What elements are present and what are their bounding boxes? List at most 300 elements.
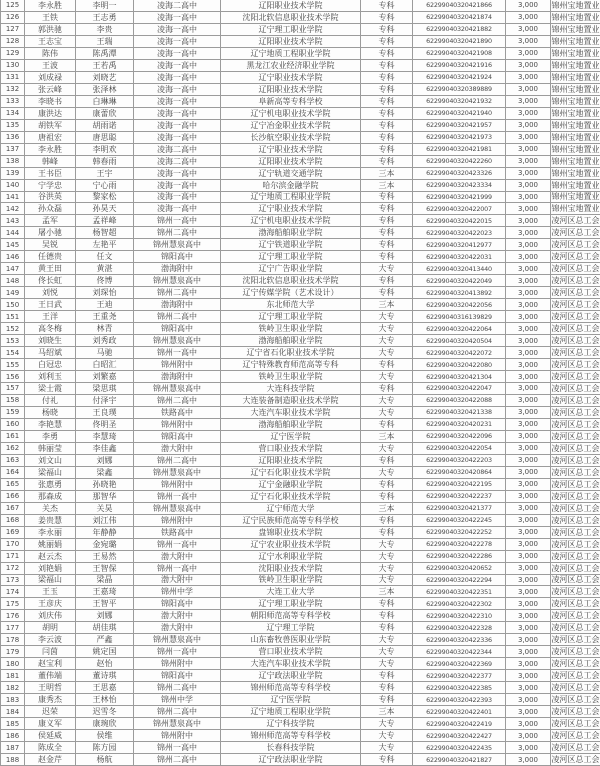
table-row <box>0 407 600 419</box>
row-number: 169 <box>1 527 25 539</box>
applicant-name: 姜贵慧 <box>25 515 76 527</box>
student-name: 陈禹潭 <box>76 48 134 60</box>
row-number: 171 <box>1 551 25 563</box>
sponsor-organization: 锦州宝地置业 <box>551 84 600 94</box>
row-number: 185 <box>1 718 25 730</box>
row-number: 143 <box>1 215 25 227</box>
account-number: 62299040320422369 <box>413 658 506 670</box>
student-name: 金宛璐 <box>76 539 134 551</box>
high-school: 锦阳高中 <box>134 323 221 335</box>
high-school: 凌海一高中 <box>134 72 221 84</box>
table-row <box>0 515 600 527</box>
account-number: 62299040320421957 <box>413 120 506 132</box>
table-row <box>0 36 600 48</box>
table-row <box>0 383 600 395</box>
student-name: 王智平 <box>76 598 134 610</box>
student-name: 孙昊天 <box>76 203 134 215</box>
high-school: 凌海一高中 <box>134 203 221 215</box>
student-name: 陈方园 <box>76 742 134 754</box>
table-row <box>0 694 600 706</box>
row-number: 179 <box>1 646 25 658</box>
row-number: 127 <box>1 24 25 36</box>
education-level: 专科 <box>361 610 413 622</box>
sponsor-organization: 锦州宝地置业 <box>551 12 600 22</box>
applicant-name: 李云波 <box>25 634 76 646</box>
table-row <box>0 84 600 96</box>
row-number: 150 <box>1 299 25 311</box>
college-name: 山东畜牧兽医职业学院 <box>221 634 361 646</box>
college-name: 辽宁医学院 <box>221 431 361 443</box>
education-level: 专科 <box>361 694 413 706</box>
high-school: 凌海一高中 <box>134 132 221 144</box>
table-row <box>0 682 600 694</box>
sponsor-organization: 凌河区总工会 <box>551 216 600 226</box>
amount: 3,000 <box>506 682 551 694</box>
student-name: 刘繁嘉 <box>76 371 134 383</box>
education-level: 专科 <box>361 515 413 527</box>
row-number: 153 <box>1 335 25 347</box>
account-number: 62299040316139829 <box>413 311 506 323</box>
applicant-name: 屠小驰 <box>25 227 76 239</box>
student-name: 王思嘉 <box>76 682 134 694</box>
high-school: 渤海附中 <box>134 263 221 275</box>
amount: 3,000 <box>506 371 551 383</box>
high-school: 锦阳高中 <box>134 670 221 682</box>
sponsor-organization: 凌河区总工会 <box>551 743 600 753</box>
account-number: 62299040320422294 <box>413 575 506 587</box>
education-level: 三本 <box>361 168 413 180</box>
amount: 3,000 <box>506 168 551 180</box>
row-number: 170 <box>1 539 25 551</box>
sponsor-organization: 凌河区总工会 <box>551 264 600 274</box>
table-row <box>0 395 600 407</box>
account-number: 62299040320421874 <box>413 12 506 24</box>
amount: 3,000 <box>506 730 551 742</box>
student-name: 李慧琦 <box>76 431 134 443</box>
table-row <box>0 670 600 682</box>
table-row <box>0 239 600 251</box>
sponsor-organization: 凌河区总工会 <box>551 635 600 645</box>
row-number: 130 <box>1 60 25 72</box>
applicant-name: 唐祖宏 <box>25 132 76 144</box>
education-level: 三本 <box>361 299 413 311</box>
student-name: 梁鑫 <box>76 467 134 479</box>
row-number: 175 <box>1 598 25 610</box>
student-name: 白昭汇 <box>76 359 134 371</box>
applicant-name: 胡铁军 <box>25 120 76 132</box>
high-school: 锦阳高中 <box>134 598 221 610</box>
applicant-name: 迟荣 <box>25 706 76 718</box>
college-name: 辽宁地质工程职业学院 <box>221 706 361 718</box>
applicant-name: 姚丽娟 <box>25 539 76 551</box>
student-name: 迟雪冬 <box>76 706 134 718</box>
high-school: 凌海一高中 <box>134 24 221 36</box>
college-name: 大连装备制造职业技术学院 <box>221 395 361 407</box>
table-row <box>0 730 600 742</box>
account-number: 62299040320422278 <box>413 539 506 551</box>
row-number: 168 <box>1 515 25 527</box>
table-row <box>0 658 600 670</box>
college-name: 辽宁民族师范高等专科学校 <box>221 515 361 527</box>
amount: 3,000 <box>506 156 551 168</box>
applicant-name: 关杰 <box>25 503 76 515</box>
college-name: 辽宁地质工程职业学院 <box>221 48 361 60</box>
college-name: 东北师范大学 <box>221 299 361 311</box>
row-number: 181 <box>1 670 25 682</box>
sponsor-organization: 锦州宝地置业 <box>551 204 600 214</box>
table-row <box>0 215 600 227</box>
high-school: 凌海一高中 <box>134 84 221 96</box>
high-school: 锦州一高中 <box>134 563 221 575</box>
college-name: 辽阳职业技术学院 <box>221 84 361 96</box>
sponsor-organization: 凌河区总工会 <box>551 623 600 633</box>
applicant-name: 刘艳娟 <box>25 563 76 575</box>
amount: 3,000 <box>506 658 551 670</box>
student-name: 张泽林 <box>76 84 134 96</box>
education-level: 专科 <box>361 275 413 287</box>
college-name: 盘锦职业技术学院 <box>221 527 361 539</box>
education-level: 大专 <box>361 742 413 754</box>
account-number: 62299040320422195 <box>413 479 506 491</box>
account-number: 62299040320421940 <box>413 108 506 120</box>
education-level: 大专 <box>361 658 413 670</box>
row-number: 162 <box>1 443 25 455</box>
sponsor-organization: 锦州宝地置业 <box>551 36 600 46</box>
student-name: 王瑞 <box>76 36 134 48</box>
account-number: 62299040320421827 <box>413 754 506 766</box>
applicant-name: 李永胜 <box>25 144 76 156</box>
table-row <box>0 323 600 335</box>
high-school: 锦州附中 <box>134 658 221 670</box>
high-school: 铁路高中 <box>134 407 221 419</box>
table-row <box>0 168 600 180</box>
college-name: 大连汽车职业技术学院 <box>221 407 361 419</box>
college-name: 辽宁轨道交通学院 <box>221 168 361 180</box>
applicant-name: 任德贵 <box>25 251 76 263</box>
row-number: 176 <box>1 610 25 622</box>
amount: 3,000 <box>506 347 551 359</box>
education-level: 大专 <box>361 718 413 730</box>
table-row <box>0 706 600 718</box>
college-name: 辽宁政法职业学院 <box>221 754 361 766</box>
applicant-name: 刘利玉 <box>25 371 76 383</box>
high-school: 凌海一高中 <box>134 168 221 180</box>
table-row <box>0 539 600 551</box>
sponsor-organization: 凌河区总工会 <box>551 372 600 382</box>
high-school: 凌海一高中 <box>134 180 221 192</box>
amount: 3,000 <box>506 670 551 682</box>
education-level: 专科 <box>361 383 413 395</box>
table-row <box>0 48 600 60</box>
sponsor-organization: 凌河区总工会 <box>551 288 600 298</box>
applicant-name: 王明哲 <box>25 682 76 694</box>
college-name: 辽宁铁道职业学院 <box>221 239 361 251</box>
high-school: 锦州慧泉高中 <box>134 383 221 395</box>
high-school: 锦州一高中 <box>134 539 221 551</box>
account-number: 62299040320420504 <box>413 335 506 347</box>
table-row <box>0 0 600 12</box>
row-number: 148 <box>1 275 25 287</box>
college-name: 辽宁机电职业技术学院 <box>221 215 361 227</box>
education-level: 大专 <box>361 323 413 335</box>
education-level: 专科 <box>361 598 413 610</box>
sponsor-organization: 凌河区总工会 <box>551 683 600 693</box>
college-name: 辽宁理工学院 <box>221 622 361 634</box>
applicant-name: 王玉 <box>25 586 76 598</box>
student-name: 李佳鑫 <box>76 443 134 455</box>
education-level: 专科 <box>361 60 413 72</box>
table-row <box>0 120 600 132</box>
amount: 3,000 <box>506 383 551 395</box>
table-row <box>0 275 600 287</box>
row-number: 167 <box>1 503 25 515</box>
applicant-name: 侯延威 <box>25 730 76 742</box>
applicant-name: 刘成禄 <box>25 72 76 84</box>
high-school: 凌海一高中 <box>134 36 221 48</box>
row-number: 173 <box>1 575 25 587</box>
account-number: 62299040320422377 <box>413 670 506 682</box>
education-level: 专科 <box>361 215 413 227</box>
sponsor-organization: 凌河区总工会 <box>551 491 600 501</box>
student-name: 孙晓艳 <box>76 479 134 491</box>
education-level: 大专 <box>361 347 413 359</box>
education-level: 专科 <box>361 36 413 48</box>
applicant-name: 白冠忠 <box>25 359 76 371</box>
amount: 3,000 <box>506 263 551 275</box>
account-number: 62299040320421338 <box>413 407 506 419</box>
student-name: 王易然 <box>76 551 134 563</box>
account-number: 62299040320422260 <box>413 156 506 168</box>
amount: 3,000 <box>506 84 551 96</box>
college-name: 辽宁广告职业学院 <box>221 263 361 275</box>
row-number: 164 <box>1 467 25 479</box>
applicant-name: 李艳慧 <box>25 419 76 431</box>
row-number: 126 <box>1 12 25 24</box>
applicant-name: 谷洪英 <box>25 192 76 204</box>
account-number: 62299040320420652 <box>413 563 506 575</box>
row-number: 137 <box>1 144 25 156</box>
account-number: 62299040320422336 <box>413 634 506 646</box>
student-name: 白琳琳 <box>76 96 134 108</box>
education-level: 专科 <box>361 12 413 24</box>
education-level: 专科 <box>361 622 413 634</box>
education-level: 专科 <box>361 682 413 694</box>
college-name: 辽宁金融职业学院 <box>221 479 361 491</box>
applicant-name: 王书臣 <box>25 168 76 180</box>
student-name: 杨航 <box>76 754 134 766</box>
applicant-name: 王彦庆 <box>25 598 76 610</box>
high-school: 凌海二高中 <box>134 0 221 12</box>
student-name: 李明一 <box>76 0 134 12</box>
amount: 3,000 <box>506 395 551 407</box>
amount: 3,000 <box>506 132 551 144</box>
row-number: 182 <box>1 682 25 694</box>
high-school: 锦州二高中 <box>134 395 221 407</box>
amount: 3,000 <box>506 694 551 706</box>
row-number: 165 <box>1 479 25 491</box>
row-number: 183 <box>1 694 25 706</box>
row-number: 152 <box>1 323 25 335</box>
applicant-name: 孙众磊 <box>25 203 76 215</box>
row-number: 159 <box>1 407 25 419</box>
account-number: 62299040320422072 <box>413 347 506 359</box>
applicant-name: 刘悦 <box>25 287 76 299</box>
account-number: 62299040320422237 <box>413 491 506 503</box>
education-level: 大专 <box>361 407 413 419</box>
education-level: 大专 <box>361 563 413 575</box>
account-number: 62299040320421981 <box>413 144 506 156</box>
student-name: 左艳平 <box>76 239 134 251</box>
education-level: 专科 <box>361 287 413 299</box>
high-school: 渤大附中 <box>134 443 221 455</box>
account-number: 62299040320422049 <box>413 275 506 287</box>
student-name: 关昊 <box>76 503 134 515</box>
account-number: 62299040320421890 <box>413 36 506 48</box>
student-name: 宁心雨 <box>76 180 134 192</box>
account-number: 62299040320422393 <box>413 694 506 706</box>
student-name: 佟博 <box>76 275 134 287</box>
education-level: 专科 <box>361 670 413 682</box>
amount: 3,000 <box>506 575 551 587</box>
education-level: 专科 <box>361 491 413 503</box>
sponsor-organization: 锦州宝地置业 <box>551 132 600 142</box>
row-number: 139 <box>1 168 25 180</box>
amount: 3,000 <box>506 287 551 299</box>
account-number: 62299040320422007 <box>413 203 506 215</box>
high-school: 锦州慧泉高中 <box>134 634 221 646</box>
college-name: 辽宁机电职业技术学院 <box>221 108 361 120</box>
row-number: 172 <box>1 563 25 575</box>
applicant-name: 付礼 <box>25 395 76 407</box>
row-number: 184 <box>1 706 25 718</box>
college-name: 辽宁职业技术学院 <box>221 72 361 84</box>
education-level: 大专 <box>361 371 413 383</box>
row-number: 131 <box>1 72 25 84</box>
high-school: 锦州附中 <box>134 479 221 491</box>
table-row <box>0 335 600 347</box>
account-number: 62299040320422385 <box>413 682 506 694</box>
college-name: 锦州师范高等专科学校 <box>221 682 361 694</box>
table-row <box>0 263 600 275</box>
account-number: 62299040320422023 <box>413 227 506 239</box>
sponsor-organization: 凌河区总工会 <box>551 276 600 286</box>
student-name: 胡雨诺 <box>76 120 134 132</box>
applicant-name: 赵云杰 <box>25 551 76 563</box>
table-row <box>0 60 600 72</box>
row-number: 166 <box>1 491 25 503</box>
sponsor-organization: 锦州宝地置业 <box>551 144 600 154</box>
education-level: 三本 <box>361 180 413 192</box>
row-number: 157 <box>1 383 25 395</box>
table-row <box>0 371 600 383</box>
account-number: 62299040320422344 <box>413 646 506 658</box>
applicant-name: 康义军 <box>25 718 76 730</box>
sponsor-organization: 凌河区总工会 <box>551 515 600 525</box>
applicant-name: 佟长虹 <box>25 275 76 287</box>
college-name: 辽阳职业技术学院 <box>221 455 361 467</box>
applicant-name: 吴锐 <box>25 239 76 251</box>
sponsor-organization: 凌河区总工会 <box>551 755 600 765</box>
table-row <box>0 503 600 515</box>
student-name: 胡佳琪 <box>76 622 134 634</box>
sponsor-organization: 锦州宝地置业 <box>551 120 600 130</box>
applicant-name: 董伟端 <box>25 670 76 682</box>
table-row <box>0 203 600 215</box>
sponsor-organization: 凌河区总工会 <box>551 240 600 250</box>
row-number: 174 <box>1 586 25 598</box>
high-school: 锦州附中 <box>134 359 221 371</box>
student-name: 姚定国 <box>76 646 134 658</box>
amount: 3,000 <box>506 754 551 766</box>
row-number: 149 <box>1 287 25 299</box>
student-name: 严鑫 <box>76 634 134 646</box>
row-number: 163 <box>1 455 25 467</box>
college-name: 辽阳职业技术学院 <box>221 36 361 48</box>
amount: 3,000 <box>506 192 551 204</box>
student-name: 王迪 <box>76 299 134 311</box>
account-number: 62299040320420231 <box>413 419 506 431</box>
table-row <box>0 563 600 575</box>
amount: 3,000 <box>506 718 551 730</box>
college-name: 长春科技学院 <box>221 742 361 754</box>
amount: 3,000 <box>506 48 551 60</box>
row-number: 177 <box>1 622 25 634</box>
sponsor-organization: 凌河区总工会 <box>551 252 600 262</box>
account-number: 62299040320422401 <box>413 706 506 718</box>
high-school: 凌海一高中 <box>134 48 221 60</box>
row-number: 128 <box>1 36 25 48</box>
amount: 3,000 <box>506 96 551 108</box>
row-number: 141 <box>1 192 25 204</box>
sponsor-organization: 凌河区总工会 <box>551 443 600 453</box>
sponsor-organization: 锦州宝地置业 <box>551 48 600 58</box>
high-school: 锦州慧泉高中 <box>134 718 221 730</box>
sponsor-organization: 凌河区总工会 <box>551 551 600 561</box>
amount: 3,000 <box>506 527 551 539</box>
account-number: 62299040320422286 <box>413 551 506 563</box>
amount: 3,000 <box>506 407 551 419</box>
table-row <box>0 251 600 263</box>
applicant-name: 韩峰 <box>25 156 76 168</box>
student-name: 年静静 <box>76 527 134 539</box>
college-name: 沈阳北软信息职业技术学院 <box>221 275 361 287</box>
college-name: 辽宁科技学院 <box>221 718 361 730</box>
sponsor-organization: 凌河区总工会 <box>551 695 600 705</box>
education-level: 三本 <box>361 706 413 718</box>
sponsor-organization: 凌河区总工会 <box>551 300 600 310</box>
education-level: 大专 <box>361 646 413 658</box>
account-number: 62299040320421908 <box>413 48 506 60</box>
amount: 3,000 <box>506 24 551 36</box>
high-school: 锦州附中 <box>134 419 221 431</box>
college-name: 辽宁师范大学 <box>221 503 361 515</box>
sponsor-organization: 凌河区总工会 <box>551 467 600 477</box>
student-name: 康蕾欣 <box>76 108 134 120</box>
row-number: 134 <box>1 108 25 120</box>
college-name: 黑龙江农业经济职业学院 <box>221 60 361 72</box>
sponsor-organization: 凌河区总工会 <box>551 563 600 573</box>
high-school: 锦州二高中 <box>134 754 221 766</box>
table-row <box>0 634 600 646</box>
education-level: 专科 <box>361 419 413 431</box>
table-row <box>0 108 600 120</box>
sponsor-organization: 凌河区总工会 <box>551 348 600 358</box>
applicant-name: 闫茵 <box>25 646 76 658</box>
table-row <box>0 479 600 491</box>
college-name: 辽宁地质工程职业学院 <box>221 192 361 204</box>
college-name: 辽阳职业技术学院 <box>221 156 361 168</box>
row-number: 129 <box>1 48 25 60</box>
